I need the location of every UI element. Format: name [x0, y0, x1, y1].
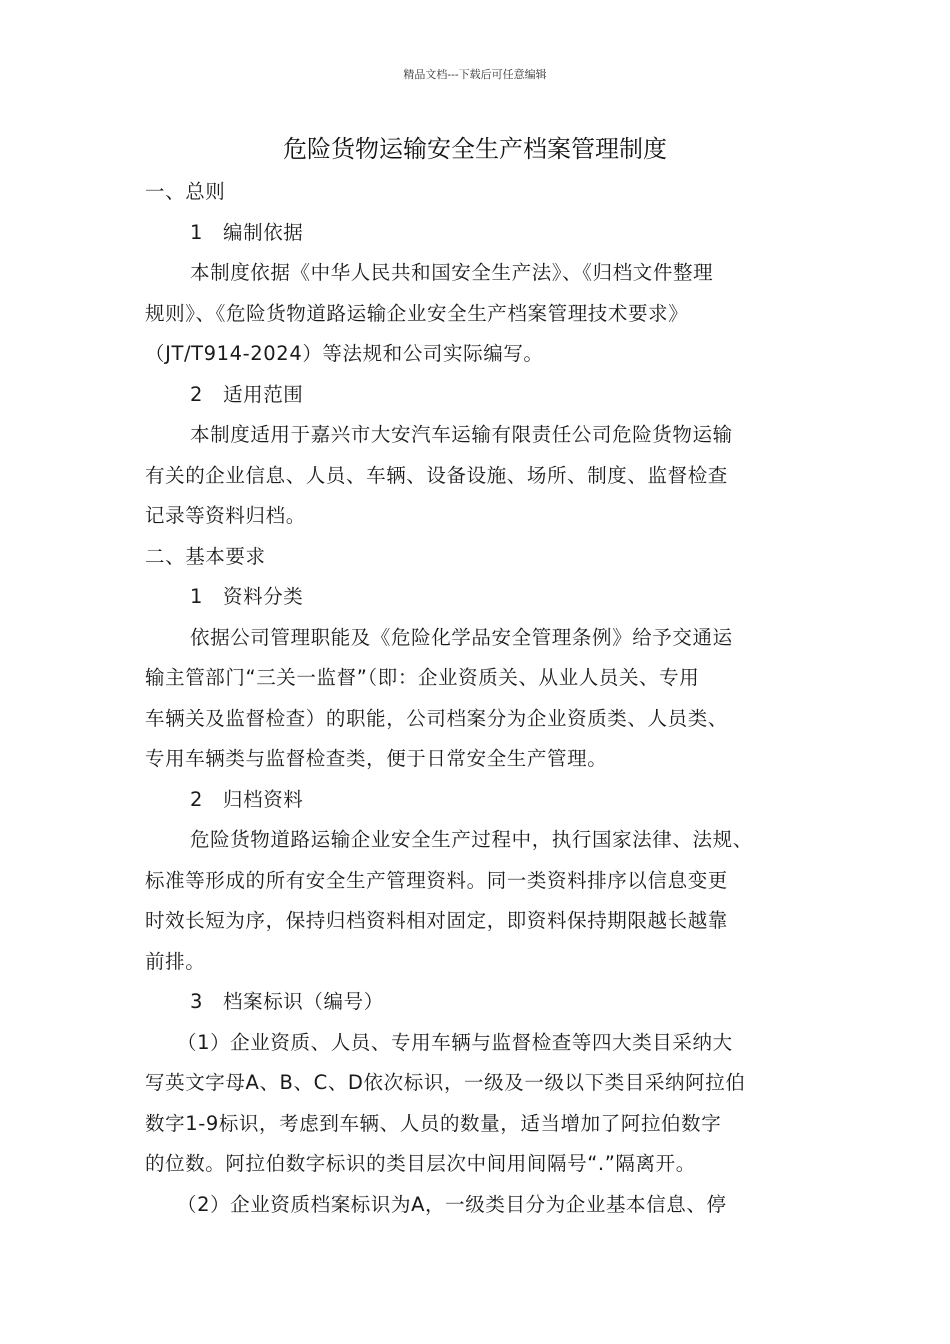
text-line — [145, 820, 810, 861]
line-text: （JT/T914-2024）等法规和公司实际编写。 — [145, 342, 544, 365]
text-line — [145, 496, 810, 537]
section-number: 1 — [190, 585, 204, 608]
text-line — [145, 415, 810, 456]
line-text: 的位数。阿拉伯数字标识的类目层次中间用间隔号“.”隔离开。 — [145, 1152, 696, 1175]
section-number: 2 — [190, 382, 204, 406]
line-text: 资料分类 — [223, 585, 304, 608]
line-text: 本制度依据《中华人民共和国安全生产法》、《归档文件整理 — [190, 261, 714, 284]
text-line — [145, 294, 810, 335]
header-note: 精品文档---下载后可任意编辑 — [403, 68, 547, 81]
section-number: 3 — [190, 990, 204, 1013]
line-text: 一、总则 — [145, 180, 226, 203]
line-text: 输主管部门“三关一监督”（即：企业资质关、从业人员关、专用 — [145, 666, 700, 689]
text-line — [145, 456, 810, 497]
text-line — [145, 901, 810, 942]
line-text: 标准等形成的所有安全生产管理资料。同一类资料排序以信息变更 — [145, 868, 728, 892]
line-text: 危险货物道路运输企业安全生产过程中，执行国家法律、法规、 — [190, 828, 753, 851]
text-line — [145, 618, 810, 659]
section-heading — [145, 375, 810, 416]
text-line — [145, 861, 810, 902]
line-text: 二、基本要求 — [145, 544, 266, 568]
section-heading — [145, 577, 810, 618]
text-line — [145, 658, 810, 699]
text-line — [145, 172, 810, 213]
text-line — [145, 1185, 810, 1226]
line-text: （2）企业资质档案标识为A，一级类目分为企业基本信息、停 — [177, 1192, 727, 1216]
section-heading — [145, 780, 810, 821]
text-line — [145, 1023, 810, 1064]
document-body — [145, 172, 810, 1225]
line-text: 数字1-9标识，考虑到车辆、人员的数量，适当增加了阿拉伯数字 — [145, 1111, 722, 1135]
line-text: 有关的企业信息、人员、车辆、设备设施、场所、制度、监督检查 — [145, 463, 728, 487]
section-heading — [145, 982, 810, 1023]
line-text: 写英文字母A、B、C、D依次标识，一级及一级以下类目采纳阿拉伯 — [145, 1071, 746, 1094]
line-text: 依据公司管理职能及《危险化学品安全管理条例》给予交通运 — [190, 625, 733, 649]
line-text: 规则》、《危险货物道路运输企业安全生产档案管理技术要求》 — [145, 301, 689, 325]
text-line — [145, 537, 810, 578]
line-text: 专用车辆类与监督检查类，便于日常安全生产管理。 — [145, 747, 608, 770]
line-text: 适用范围 — [223, 382, 304, 406]
line-text: 前排。 — [145, 949, 206, 973]
line-text: （1）企业资质、人员、专用车辆与监督检查等四大类目采纳大 — [177, 1030, 733, 1054]
text-line — [145, 942, 810, 983]
section-heading — [145, 213, 810, 254]
text-line — [145, 1104, 810, 1145]
section-number: 2 — [190, 787, 204, 811]
text-line — [145, 699, 810, 740]
line-text: 时效长短为序，保持归档资料相对固定，即资料保持期限越长越靠 — [145, 909, 728, 932]
line-text: 记录等资料归档。 — [145, 504, 306, 527]
text-line — [145, 253, 810, 294]
line-text: 编制依据 — [223, 220, 304, 244]
text-line — [145, 1063, 810, 1104]
line-text: 车辆关及监督检查）的职能，公司档案分为企业资质类、人员类、 — [145, 706, 728, 730]
section-number: 1 — [190, 220, 204, 244]
line-text: 归档资料 — [223, 787, 304, 811]
document-title: 危险货物运输安全生产档案管理制度 — [283, 135, 667, 163]
line-text: 本制度适用于嘉兴市大安汽车运输有限责任公司危险货物运输 — [190, 423, 733, 446]
text-line — [145, 334, 810, 375]
text-line — [145, 1144, 810, 1185]
text-line — [145, 739, 810, 780]
line-text: 档案标识（编号） — [223, 990, 384, 1013]
